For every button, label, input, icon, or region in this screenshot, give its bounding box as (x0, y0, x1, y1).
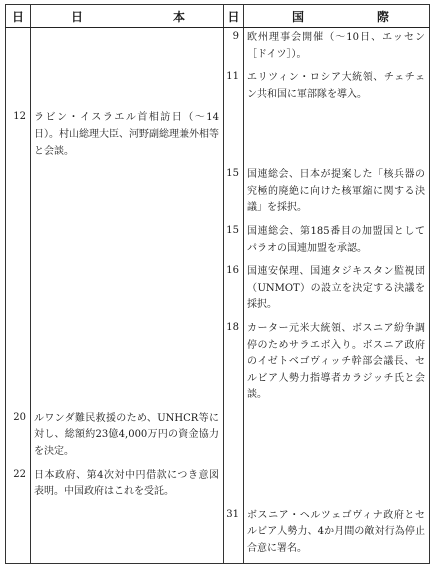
international-day: 18 (224, 319, 244, 409)
international-event: 国連総会、日本が提案した「核兵器の究極的廃絶に向けた核軍縮に関する決議」を採択。 (244, 165, 430, 222)
international-day (224, 108, 244, 165)
international-day: 11 (224, 68, 244, 108)
international-day: 16 (224, 262, 244, 319)
header-day-international: 日 (224, 5, 244, 28)
japan-event: ラビン・イスラエル首相訪日（〜14日）。村山総理大臣、河野副総理兼外相等と会談。 (31, 108, 224, 165)
international-day: 9 (224, 28, 244, 69)
header-international (244, 5, 430, 28)
international-event: エリツィン・ロシア大統領、チェチェン共和国に軍部隊を導入。 (244, 68, 430, 108)
japan-day (6, 68, 31, 108)
header-day-japan: 日 (6, 5, 31, 28)
japan-event (31, 506, 224, 563)
international-day: 15 (224, 222, 244, 262)
japan-event (31, 68, 224, 108)
japan-event (31, 319, 224, 409)
japan-event (31, 165, 224, 222)
japan-day (6, 165, 31, 222)
international-event (244, 108, 430, 165)
international-event: 国連総会、第185番目の加盟国としてパラオの国連加盟を承認。 (244, 222, 430, 262)
international-event: カーター元米大統領、ボスニア紛争調停のためサラエボ入り。ボスニア政府のイゼトベゴヴィッチ幹部会議長、セルビア人勢力指導者カラジッチ氏と会談。 (244, 319, 430, 409)
japan-day (6, 262, 31, 319)
international-event: ボスニア・ヘルツェゴヴィナ政府とセルビア人勢力、4か月間の敵対行為停止合意に署名。 (244, 506, 430, 563)
header-international-char-1: 国 (292, 9, 305, 24)
chronology-row (6, 68, 430, 108)
japan-event (31, 262, 224, 319)
international-event: 国連安保理、国連タジキスタン監視団（UNMOT）の設立を決定する決議を採択。 (244, 262, 430, 319)
japan-day: 12 (6, 108, 31, 165)
japan-event (31, 28, 224, 69)
chronology-row (6, 506, 430, 563)
japan-event: ルワンダ難民救援のため、UNHCR等に対し、総額約23億4,000万円の資金協力を決定。 (31, 409, 224, 466)
chronology-table (5, 4, 430, 564)
international-event (244, 409, 430, 466)
japan-day (6, 319, 31, 409)
chronology-row (6, 108, 430, 165)
japan-day (6, 222, 31, 262)
japan-day: 22 (6, 466, 31, 506)
international-day: 15 (224, 165, 244, 222)
header-japan-char-1: 日 (71, 9, 84, 24)
japan-day (6, 506, 31, 563)
chronology-row (6, 409, 430, 466)
chronology-row (6, 262, 430, 319)
japan-day: 20 (6, 409, 31, 466)
japan-day (6, 28, 31, 69)
header-international-char-2: 際 (376, 9, 389, 24)
international-day (224, 466, 244, 506)
header-japan-char-2: 本 (172, 9, 185, 24)
chronology-row (6, 28, 430, 69)
header-japan (31, 5, 224, 28)
international-day (224, 409, 244, 466)
chronology-row (6, 466, 430, 506)
japan-event (31, 222, 224, 262)
international-event (244, 466, 430, 506)
chronology-body (6, 28, 430, 564)
international-event: 欧州理事会開催（〜10日、エッセン［ドイツ］）。 (244, 28, 430, 69)
international-day: 31 (224, 506, 244, 563)
chronology-row (6, 165, 430, 222)
chronology-row (6, 222, 430, 262)
header-row (6, 5, 430, 28)
japan-event: 日本政府、第4次対中円借款につき意図表明。中国政府はこれを受託。 (31, 466, 224, 506)
chronology-row (6, 319, 430, 409)
